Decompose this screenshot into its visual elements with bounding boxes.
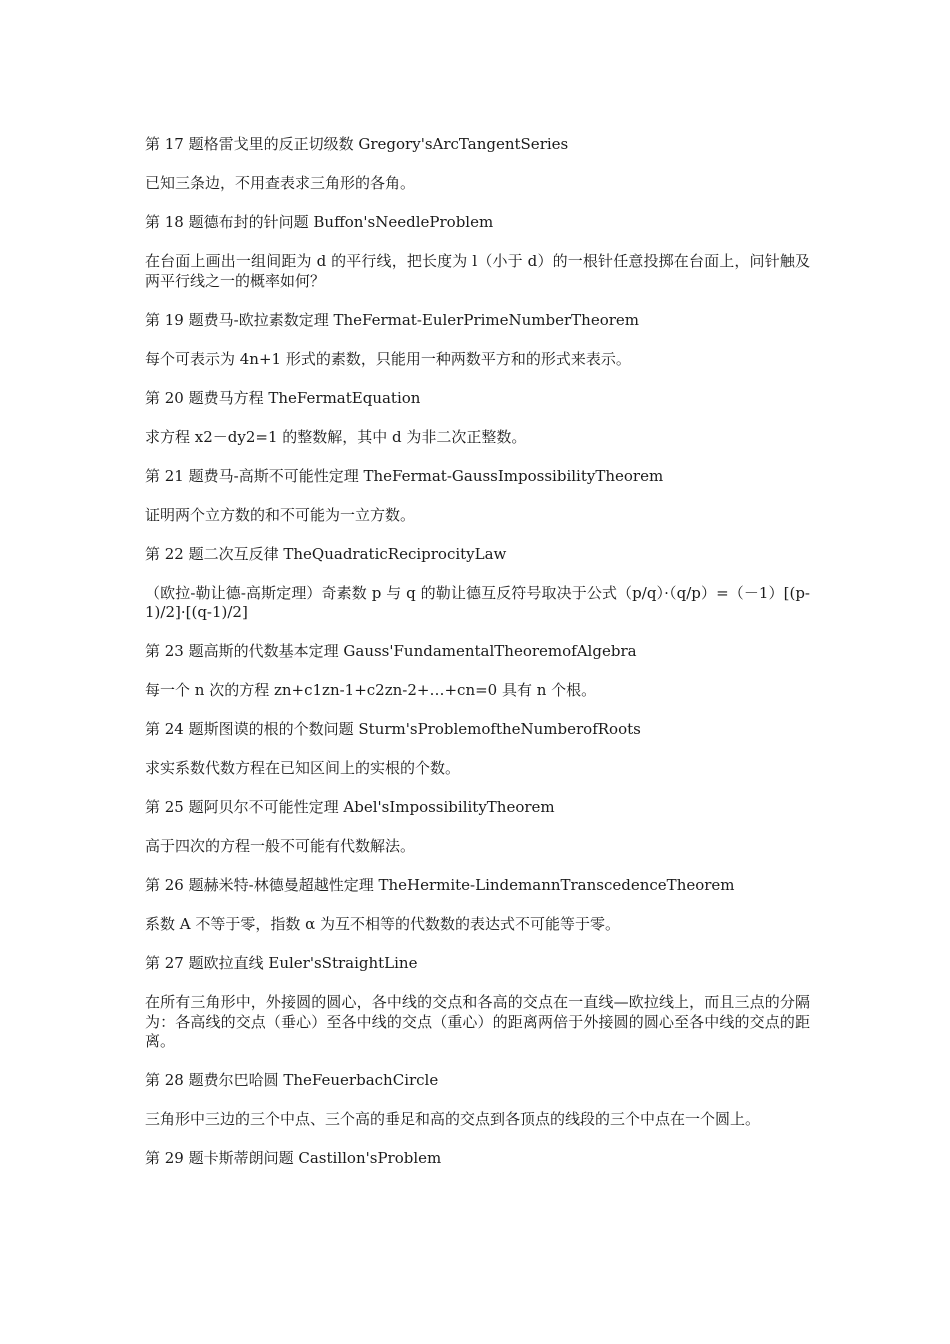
problem-heading-20: 第 20 题费马方程 TheFermatEquation [145,388,421,407]
problem-heading-25: 第 25 题阿贝尔不可能性定理 Abel'sImpossibilityTheorem [145,798,555,816]
problem-heading-19: 第 19 题费马-欧拉素数定理 TheFermat-EulerPrimeNumberTheorem [145,310,640,329]
document-body [145,135,810,1188]
problem-heading-21: 第 21 题费马-高斯不可能性定理 TheFermat-GaussImpossibilityTheorem [145,466,664,485]
problem-text-26: 系数 A 不等于零，指数 α 为互不相等的代数数的表达式不可能等于零。 [145,915,621,933]
problem-text-17: 已知三条边，不用查表求三角形的各角。 [145,174,416,192]
problem-heading-29: 第 29 题卡斯蒂朗问题 Castillon'sProblem [145,1149,442,1167]
problem-heading-23: 第 23 题高斯的代数基本定理 Gauss'FundamentalTheoremofAlgebra [145,642,637,660]
problem-heading-17: 第 17 题格雷戈里的反正切级数 Gregory'sArcTangentSeries [145,135,569,153]
problem-text-27: 在所有三角形中，外接圆的圆心，各中线的交点和各高的交点在一直线—欧拉线上，而且三点的分隔为：各高线的交点（垂心）至各中线的交点（重心）的距离两倍于外接圆的圆心至各中线的交点的距离。 [145,993,810,1050]
problem-text-22: （欧拉-勒让德-高斯定理）奇素数 p 与 q 的勒让德互反符号取决于公式（p/q）·（q/p）=（－1）[(p-1)/2]·[(q-1)/2] [145,583,810,621]
problem-heading-28: 第 28 题费尔巴哈圆 TheFeuerbachCircle [145,1071,439,1089]
problem-text-18: 在台面上画出一组间距为 d 的平行线，把长度为 l（小于 d）的一根针任意投掷在台面上，问针触及两平行线之一的概率如何？ [145,252,810,290]
problem-heading-18: 第 18 题德布封的针问题 Buffon'sNeedleProblem [145,213,494,231]
problem-heading-24: 第 24 题斯图谟的根的个数问题 Sturm'sProblemoftheNumberofRoots [145,720,641,738]
problem-text-24: 求实系数代数方程在已知区间上的实根的个数。 [145,759,461,777]
problem-text-25: 高于四次的方程一般不可能有代数解法。 [145,837,416,855]
problem-heading-26: 第 26 题赫米特-林德曼超越性定理 TheHermite-LindemannTranscedenceTheorem [145,876,735,894]
problem-text-21: 证明两个立方数的和不可能为一立方数。 [145,505,416,524]
problem-heading-27: 第 27 题欧拉直线 Euler'sStraightLine [145,954,418,972]
problem-text-28: 三角形中三边的三个中点、三个高的垂足和高的交点到各顶点的线段的三个中点在一个圆上。 [145,1110,761,1128]
problem-text-19: 每个可表示为 4n+1 形式的素数，只能用一种两数平方和的形式来表示。 [145,349,631,368]
problem-text-20: 求方程 x2－dy2=1 的整数解，其中 d 为非二次正整数。 [145,427,527,446]
problem-text-23: 每一个 n 次的方程 zn+c1zn-1+c2zn-2+…+cn=0 具有 n 个根。 [145,681,597,699]
problem-heading-22: 第 22 题二次互反律 TheQuadraticReciprocityLaw [145,544,507,563]
